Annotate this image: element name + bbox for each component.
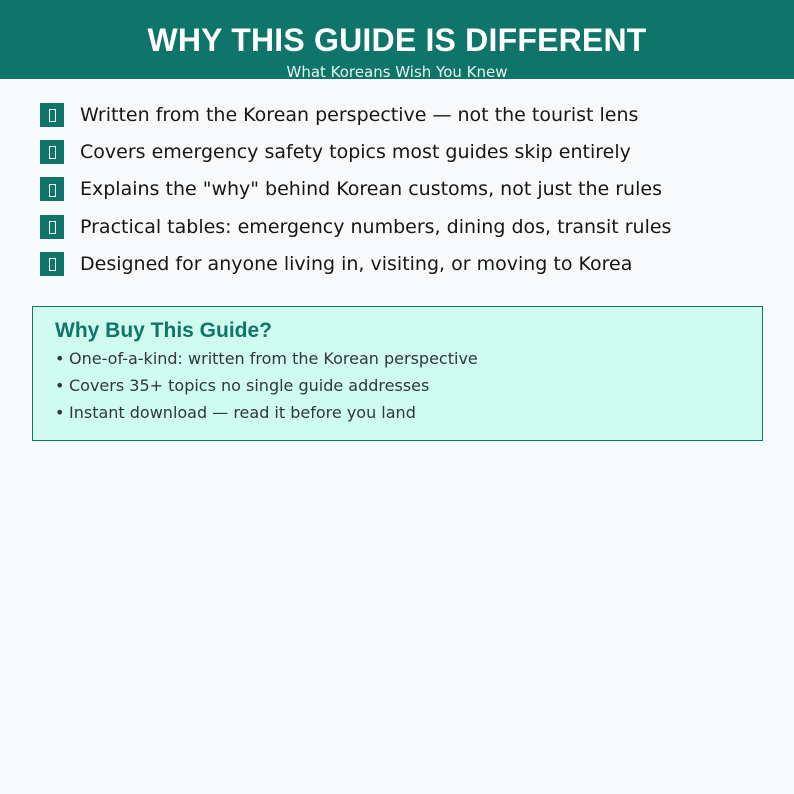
check-box-icon bbox=[40, 252, 64, 276]
feature-item bbox=[40, 171, 760, 208]
feature-text: Written from the Korean perspective — not the tourist lens bbox=[80, 103, 639, 126]
why-buy-item bbox=[55, 375, 478, 402]
check-box-icon bbox=[40, 103, 64, 127]
check-box-icon bbox=[40, 177, 64, 201]
feature-item bbox=[40, 96, 760, 133]
why-buy-item bbox=[55, 402, 478, 429]
feature-text: Designed for anyone living in, visiting, or moving to Korea bbox=[80, 252, 633, 275]
check-box-icon bbox=[40, 140, 64, 164]
why-buy-title: Why Buy This Guide? bbox=[55, 319, 273, 342]
feature-item bbox=[40, 133, 760, 170]
why-buy-item-text: Covers 35+ topics no single guide addresses bbox=[69, 376, 430, 395]
page-title: WHY THIS GUIDE IS DIFFERENT bbox=[147, 22, 647, 58]
why-buy-item bbox=[55, 348, 478, 375]
bullet-icon: • bbox=[55, 349, 65, 368]
feature-text: Covers emergency safety topics most guides skip entirely bbox=[80, 140, 631, 163]
feature-list bbox=[40, 96, 760, 282]
why-buy-item-text: Instant download — read it before you land bbox=[69, 403, 416, 422]
feature-item bbox=[40, 245, 760, 282]
feature-item bbox=[40, 208, 760, 245]
why-buy-list bbox=[55, 348, 478, 429]
bullet-icon: • bbox=[55, 403, 65, 422]
bullet-icon: • bbox=[55, 376, 65, 395]
feature-text: Explains the "why" behind Korean customs, not just the rules bbox=[80, 178, 662, 201]
check-box-icon bbox=[40, 215, 64, 239]
why-buy-box bbox=[32, 306, 763, 441]
header-banner bbox=[0, 0, 794, 79]
feature-text: Practical tables: emergency numbers, dining dos, transit rules bbox=[80, 215, 672, 238]
page-subtitle: What Koreans Wish You Knew bbox=[286, 63, 508, 81]
why-buy-item-text: One-of-a-kind: written from the Korean perspective bbox=[69, 349, 478, 368]
